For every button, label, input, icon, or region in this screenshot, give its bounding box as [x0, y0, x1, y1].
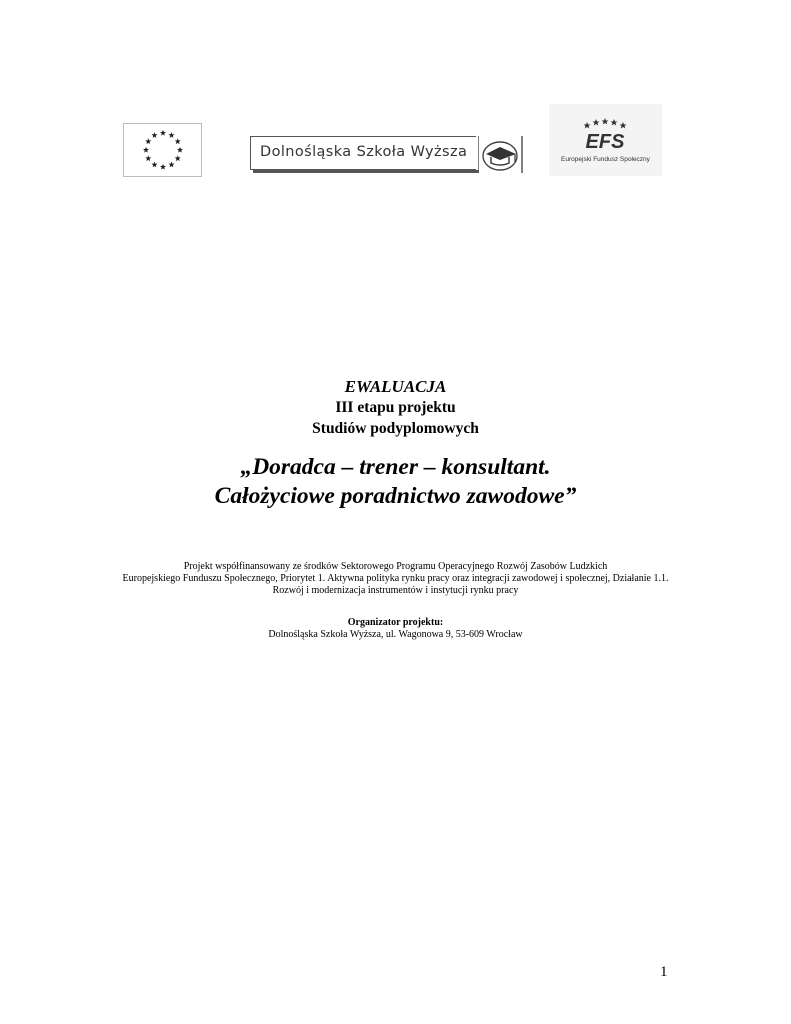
eu-star-icon [168, 162, 174, 168]
program-title-line1: „Doradca – trener – konsultant. [240, 454, 551, 480]
funding-line-2: Europejskiego Funduszu Społecznego, Priorytet 1. Aktywna polityka rynku pracy oraz integracji zawodowej i społecznej, Działanie 1.1. [122, 573, 669, 584]
eu-star-icon [168, 132, 174, 138]
eu-star-icon [151, 132, 157, 138]
dsw-logo-text: Dolnośląska Szkoła Wyższa [260, 144, 468, 160]
efs-logo [549, 104, 662, 176]
eu-star-icon [175, 155, 181, 161]
efs-mark-icon [549, 104, 662, 156]
eu-star-icon [143, 147, 149, 153]
eu-star-icon [160, 164, 166, 170]
eu-stars-icon [124, 124, 201, 176]
program-title-line2: Całożyciowe poradnictwo zawodowe” [214, 483, 577, 509]
graduation-cap-icon [478, 136, 524, 174]
eu-star-icon [160, 130, 166, 136]
eu-star-icon [145, 138, 151, 144]
eu-star-icon [151, 162, 157, 168]
dsw-logo-underline [253, 170, 479, 173]
eu-flag-logo [123, 123, 202, 177]
eu-star-icon [175, 138, 181, 144]
document-title: EWALUACJA [344, 377, 447, 396]
organizer-label: Organizator projektu: [347, 617, 444, 628]
efs-caption: Europejski Fundusz Społeczny [561, 156, 650, 163]
dsw-logo [250, 136, 524, 174]
eu-star-icon [177, 147, 183, 153]
page-number: 1 [660, 964, 668, 980]
funding-line-3: Rozwój i modernizacja instrumentów i instytucji rynku pracy [272, 585, 519, 596]
title-stage: III etapu projektu [335, 399, 456, 416]
eu-star-icon [145, 155, 151, 161]
efs-mark-text: EFS [585, 131, 625, 153]
organizer-value: Dolnośląska Szkoła Wyższa, ul. Wagonowa 9, 53-609 Wrocław [268, 629, 523, 640]
funding-line-1: Projekt współfinansowany ze środków Sektorowego Programu Operacyjnego Rozwój Zasobów Ludzkich [183, 561, 608, 572]
title-studies: Studiów podyplomowych [312, 420, 479, 437]
